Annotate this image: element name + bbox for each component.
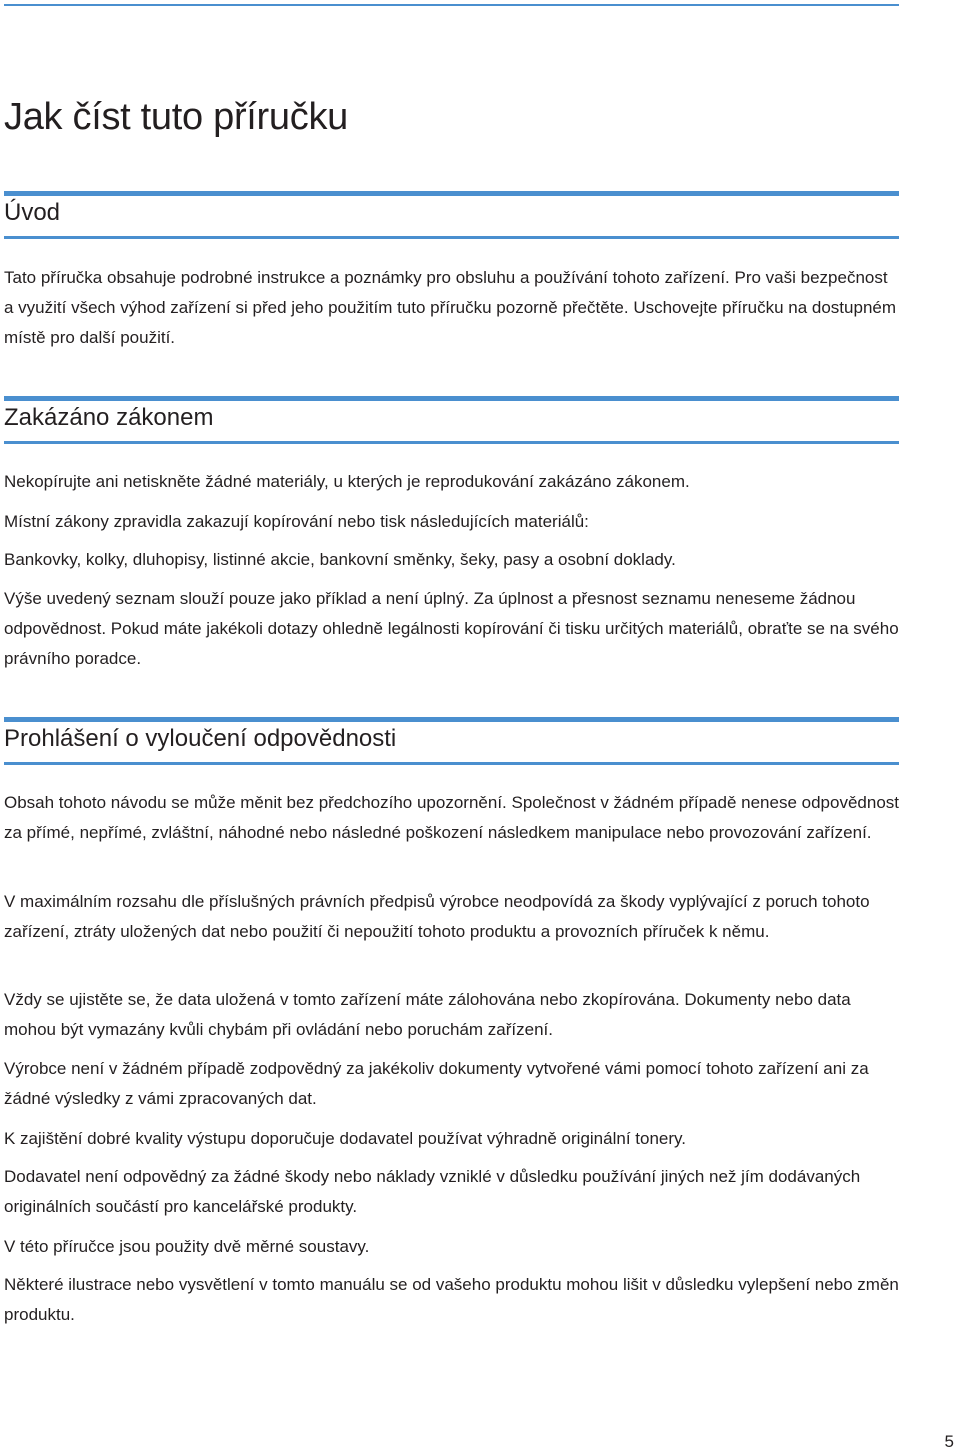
section-heading-prohlaseni: Prohlášení o vyloučení odpovědnosti: [4, 725, 397, 752]
section-top-bar: [4, 191, 899, 196]
section-underline: [4, 441, 899, 444]
section-underline: [4, 236, 899, 239]
section-heading-uvod: Úvod: [4, 199, 61, 226]
top-rule: [4, 4, 899, 6]
paragraph: Obsah tohoto návodu se může měnit bez předchozího upozornění. Společnost v žádném případě nenese odpovědnost za přímé, nepřímé, zvláštní, náhodné nebo následné poškození následkem manipulace nebo provozování zařízení.: [4, 793, 899, 842]
paragraph: Tato příručka obsahuje podrobné instrukce a poznámky pro obsluhu a používání tohoto zařízení. Pro vaši bezpečnost a využití všech výhod zařízení si před jeho použitím tuto příručku pozorně přečtěte. Uschovejte příručku na dostupném místě pro další použití.: [4, 268, 897, 347]
paragraph: Bankovky, kolky, dluhopisy, listinné akcie, bankovní směnky, šeky, pasy a osobní doklady.: [4, 550, 676, 569]
section-top-bar: [4, 396, 899, 401]
paragraph: Dodavatel není odpovědný za žádné škody nebo náklady vzniklé v důsledku používání jiných než jím dodávaných originálních součástí pro kancelářské produkty.: [4, 1167, 861, 1216]
page-number: 5: [944, 1432, 954, 1451]
paragraph: K zajištění dobré kvality výstupu doporučuje dodavatel používat výhradně originální tonery.: [4, 1129, 686, 1148]
paragraph: Výše uvedený seznam slouží pouze jako příklad a není úplný. Za úplnost a přesnost seznamu neneseme žádnou odpovědnost. Pokud máte jakékoli dotazy ohledně legálnosti kopírování či tisku určitých materiálů, obraťte se na svého právního poradce.: [4, 589, 899, 668]
paragraph: Místní zákony zpravidla zakazují kopírování nebo tisk následujících materiálů:: [4, 512, 589, 531]
paragraph: Výrobce není v žádném případě zodpovědný za jakékoliv dokumenty vytvořené vámi pomocí tohoto zařízení ani za žádné výsledky z vámi zpracovaných dat.: [4, 1059, 869, 1108]
paragraph: V této příručce jsou použity dvě měrné soustavy.: [4, 1237, 370, 1256]
section-heading-zakazano: Zakázáno zákonem: [4, 404, 214, 431]
paragraph: V maximálním rozsahu dle příslušných právních předpisů výrobce neodpovídá za škody vyplývající z poruch tohoto zařízení, ztráty uložených dat nebo použití či nepoužití tohoto produktu a provozních příruček k němu.: [4, 892, 870, 941]
paragraph: Některé ilustrace nebo vysvětlení v tomto manuálu se od vašeho produktu mohou lišit v důsledku vylepšení nebo změn produktu.: [4, 1275, 899, 1324]
page-title: Jak číst tuto příručku: [4, 96, 348, 138]
paragraph: Vždy se ujistěte se, že data uložená v tomto zařízení máte zálohována nebo zkopírována. Dokumenty nebo data mohou být vymazány kvůli chybám při ovládání nebo poruchám zařízení.: [4, 990, 851, 1039]
section-top-bar: [4, 717, 899, 722]
section-underline: [4, 762, 899, 765]
paragraph: Nekopírujte ani netiskněte žádné materiály, u kterých je reprodukování zakázáno zákonem.: [4, 472, 690, 491]
